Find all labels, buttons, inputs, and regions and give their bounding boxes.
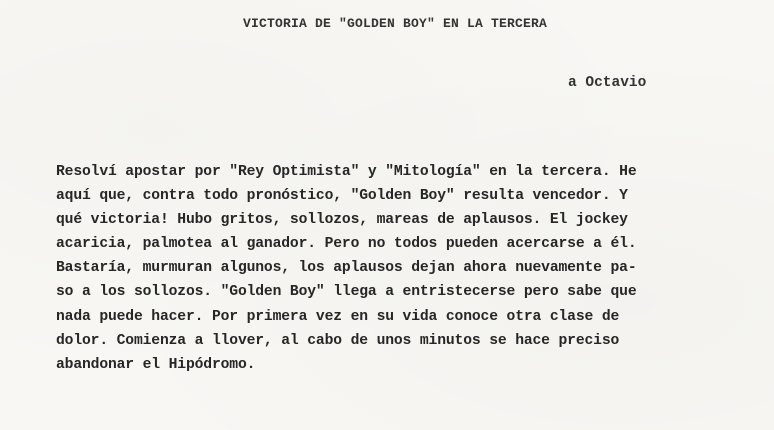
body-line: qué victoria! Hubo gritos, sollozos, mareas de aplausos. El jockey [56,212,628,229]
body-line: aquí que, contra todo pronóstico, "Golden Boy" resulta vencedor. Y [56,188,628,205]
body-line: so a los sollozos. "Golden Boy" llega a entristecerse pero sabe que [56,284,637,301]
body-line: Resolví apostar por "Rey Optimista" y "Mitología" en la tercera. He [56,164,637,180]
body-line: dolor. Comienza a llover, al cabo de unos minutos se hace preciso [56,332,620,349]
body-line: acaricia, palmotea al ganador. Pero no todos pueden acercarse a él. [56,236,637,253]
body-line: Bastaría, murmuran algunos, los aplausos dejan ahora nuevamente pa- [56,260,637,277]
body-line: abandonar el Hipódromo. [56,356,256,373]
body-line: nada puede hacer. Por primera vez en su vida conoce otra clase de [56,308,620,325]
document-title: VICTORIA DE "GOLDEN BOY" EN LA TERCERA [242,16,548,31]
dedication: a Octavio [568,75,647,91]
body-paragraph [56,160,756,377]
